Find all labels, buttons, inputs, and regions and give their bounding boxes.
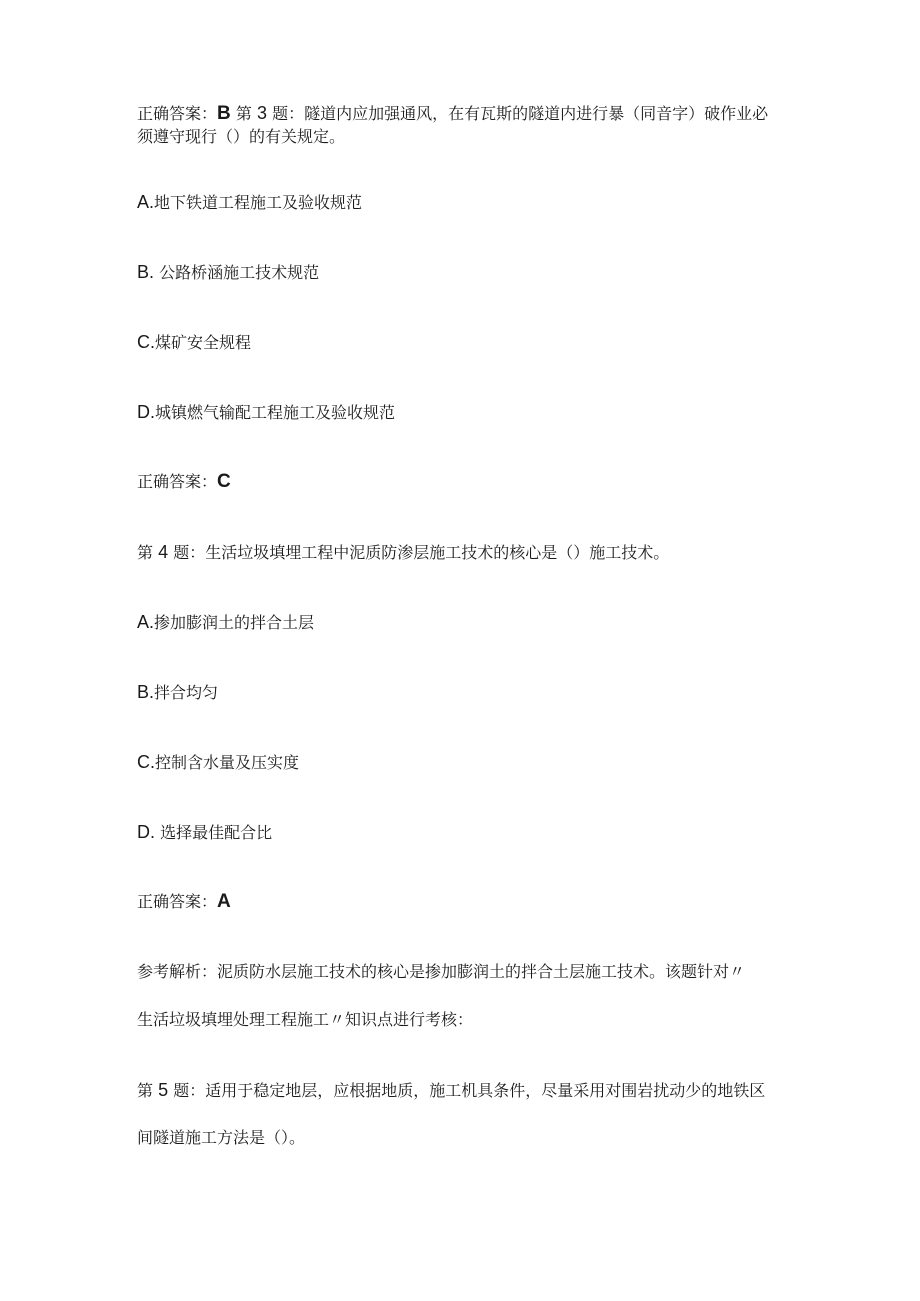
q4-analysis-line2: 生活垃圾填埋处理工程施工〃知识点进行考核：: [137, 1010, 474, 1029]
q3-stem-line1: [137, 103, 768, 124]
q5-number: 5: [158, 1080, 169, 1100]
q5-stem-line1: [137, 1080, 765, 1101]
q3-option-d: [137, 402, 395, 423]
q3-stem-line2: 须遵守现行（）的有关规定。: [137, 127, 346, 146]
answer-label: 正确答案：: [137, 472, 218, 491]
option-letter: D.: [137, 822, 155, 842]
q5-stem-text: 题：适用于稳定地层，应根据地质，施工机具条件，尽量采用对围岩扰动少的地铁区: [173, 1081, 766, 1100]
q4-answer: [137, 892, 231, 912]
q5-prefix: 第: [137, 1081, 154, 1100]
q4-stem-text: 题：生活垃圾填埋工程中泥质防渗层施工技术的核心是（）施工技术。: [173, 543, 670, 562]
q4-analysis-line1: 参考解析：泥质防水层施工技术的核心是掺加膨润土的拌合土层施工技术。该题针对〃: [137, 962, 746, 981]
q4-option-b: [137, 682, 218, 703]
q4-option-a: [137, 612, 314, 633]
option-letter: D.: [137, 402, 155, 422]
q3-answer: [137, 472, 231, 492]
q4-stem: [137, 542, 669, 563]
q3-option-c: [137, 332, 251, 353]
option-text: 拌合均匀: [154, 683, 219, 702]
option-text: 公路桥涵施工技术规范: [154, 263, 320, 282]
option-letter: B.: [137, 262, 155, 282]
q4-number: 4: [158, 542, 169, 562]
q4-option-c: [137, 752, 299, 773]
option-letter: C.: [137, 752, 155, 772]
option-letter: B.: [137, 682, 155, 702]
option-text: 选择最佳配合比: [155, 823, 273, 842]
option-text: 控制含水量及压实度: [155, 753, 300, 772]
option-text: 地下铁道工程施工及验收规范: [154, 193, 363, 212]
q3-prefix: 第: [235, 104, 252, 123]
prev-answer-value: B: [217, 103, 231, 124]
prev-answer-label: 正确答案：: [137, 104, 218, 123]
option-letter: C.: [137, 332, 155, 352]
q4-prefix: 第: [137, 543, 154, 562]
option-text: 煤矿安全规程: [155, 333, 252, 352]
q4-option-d: [137, 822, 272, 843]
option-text: 掺加膨润土的拌合土层: [154, 613, 315, 632]
answer-label: 正确答案：: [137, 892, 218, 911]
answer-value: A: [217, 891, 231, 912]
q5-stem-line2: 间隧道施工方法是（）。: [137, 1128, 306, 1147]
option-letter: A.: [137, 192, 155, 212]
option-letter: A.: [137, 612, 155, 632]
option-text: 城镇燃气输配工程施工及验收规范: [155, 403, 396, 422]
q3-number: 3: [256, 103, 267, 123]
answer-value: C: [217, 471, 231, 492]
q3-option-b: [137, 262, 319, 283]
q3-stem-text: 题：隧道内应加强通风，在有瓦斯的隧道内进行暴（同音字）破作业必: [272, 104, 769, 123]
q3-option-a: [137, 192, 362, 213]
